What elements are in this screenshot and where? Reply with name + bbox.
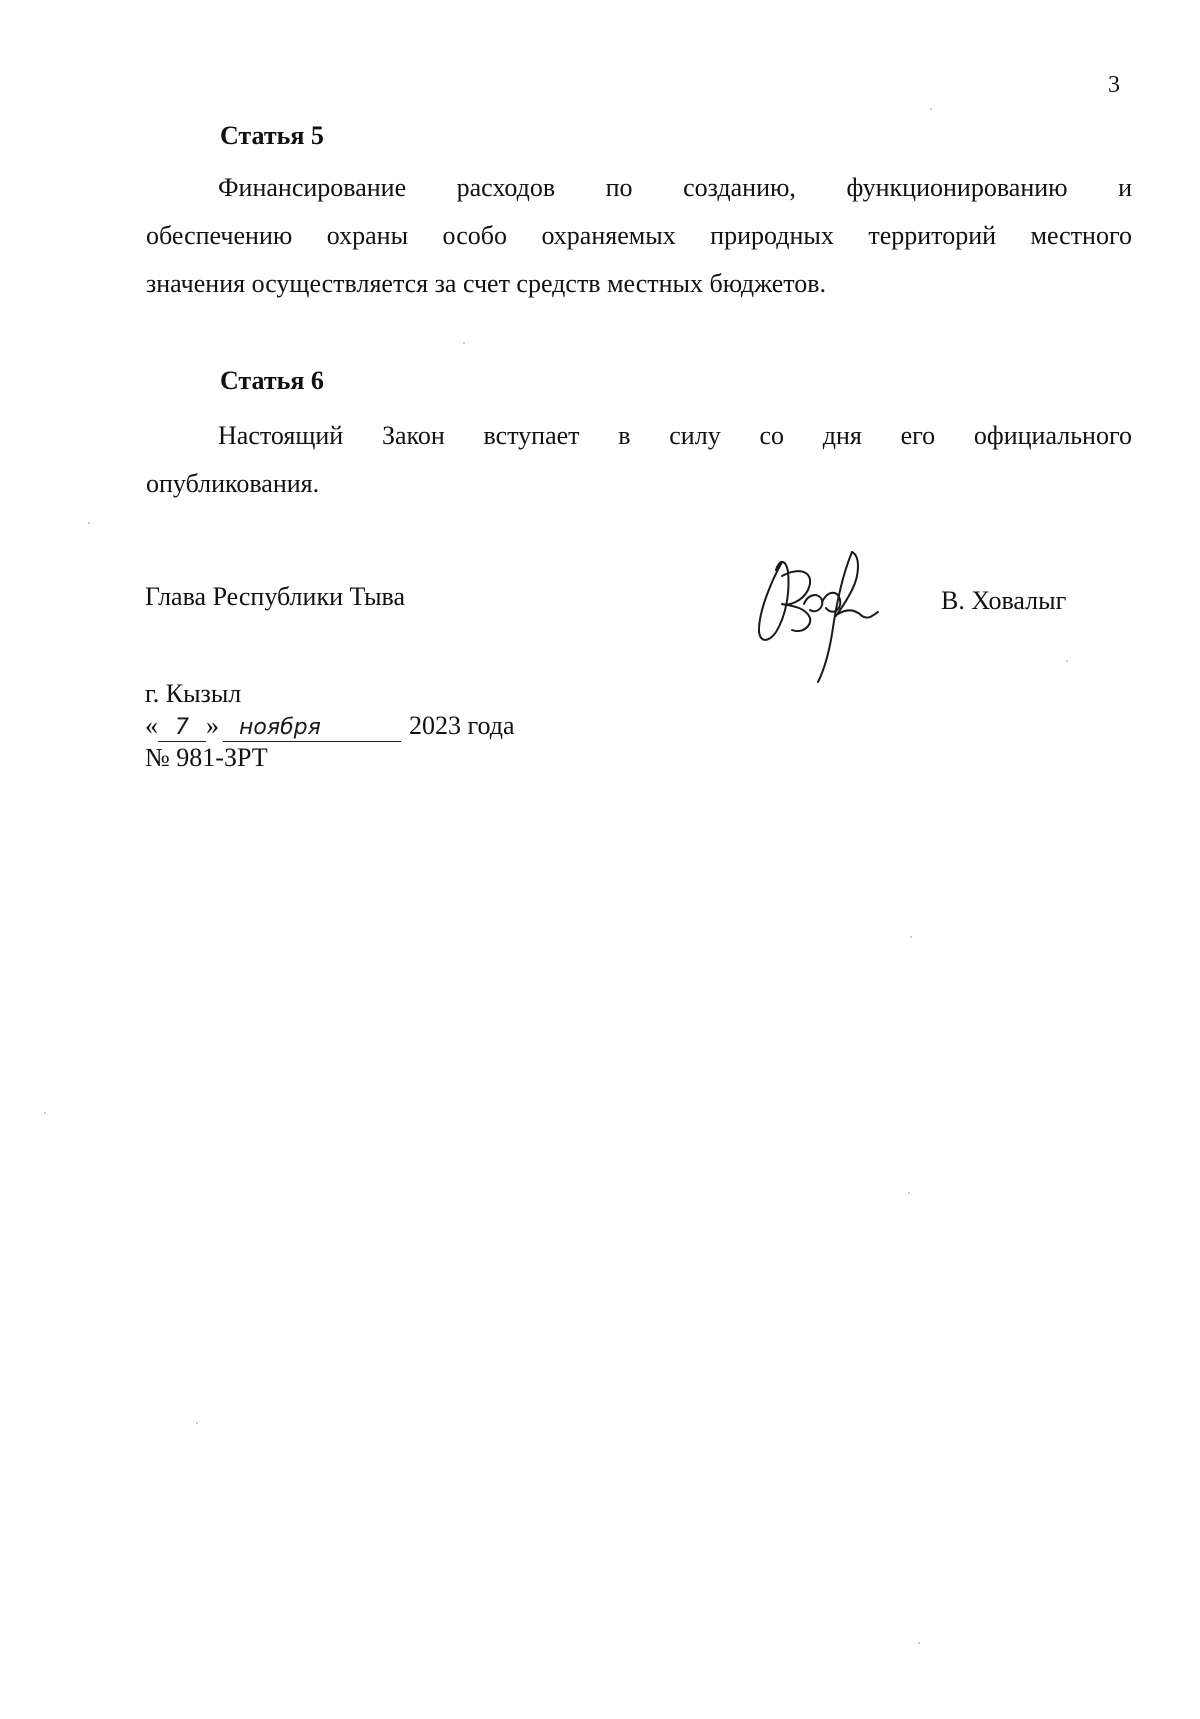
document-number: № 981-ЗРТ bbox=[145, 743, 268, 772]
handwritten-signature bbox=[752, 546, 902, 686]
scan-speck bbox=[908, 1192, 910, 1194]
date-year: 2023 года bbox=[409, 711, 515, 740]
paragraph-last-line: опубликования. bbox=[146, 469, 320, 498]
paragraph-line: Финансирование расходов по созданию, функционированию и bbox=[218, 173, 1132, 202]
date-open-quote: « bbox=[145, 711, 158, 740]
paragraph-last-line: значения осуществляется за счет средств местных бюджетов. bbox=[146, 269, 827, 298]
city-line: г. Кызыл bbox=[145, 679, 242, 708]
scan-speck bbox=[930, 108, 932, 110]
scan-speck bbox=[463, 342, 465, 344]
scan-speck bbox=[918, 1642, 920, 1644]
date-line bbox=[145, 710, 515, 742]
paragraph-line: обеспечению охраны особо охраняемых природных территорий местного bbox=[146, 221, 1132, 250]
scan-speck bbox=[196, 1422, 198, 1424]
place-date-block bbox=[145, 678, 515, 774]
article-6-text bbox=[146, 412, 1132, 508]
scan-speck bbox=[910, 936, 912, 938]
scan-speck bbox=[1066, 660, 1068, 662]
signatory-name: В. Ховалыг bbox=[941, 586, 1067, 615]
date-day-handwritten: 7 bbox=[158, 715, 206, 742]
article-5-heading: Статья 5 bbox=[220, 121, 324, 150]
page-number: 3 bbox=[1108, 72, 1120, 98]
article-6-heading: Статья 6 bbox=[220, 366, 324, 395]
paragraph-line: Настоящий Закон вступает в силу со дня его официального bbox=[218, 421, 1132, 450]
date-month-handwritten: ноября bbox=[223, 715, 401, 742]
scan-speck bbox=[44, 1112, 46, 1114]
scan-speck bbox=[88, 522, 90, 524]
date-close-quote: » bbox=[206, 711, 219, 740]
signatory-position: Глава Республики Тыва bbox=[145, 582, 406, 611]
article-5-text bbox=[146, 164, 1132, 308]
